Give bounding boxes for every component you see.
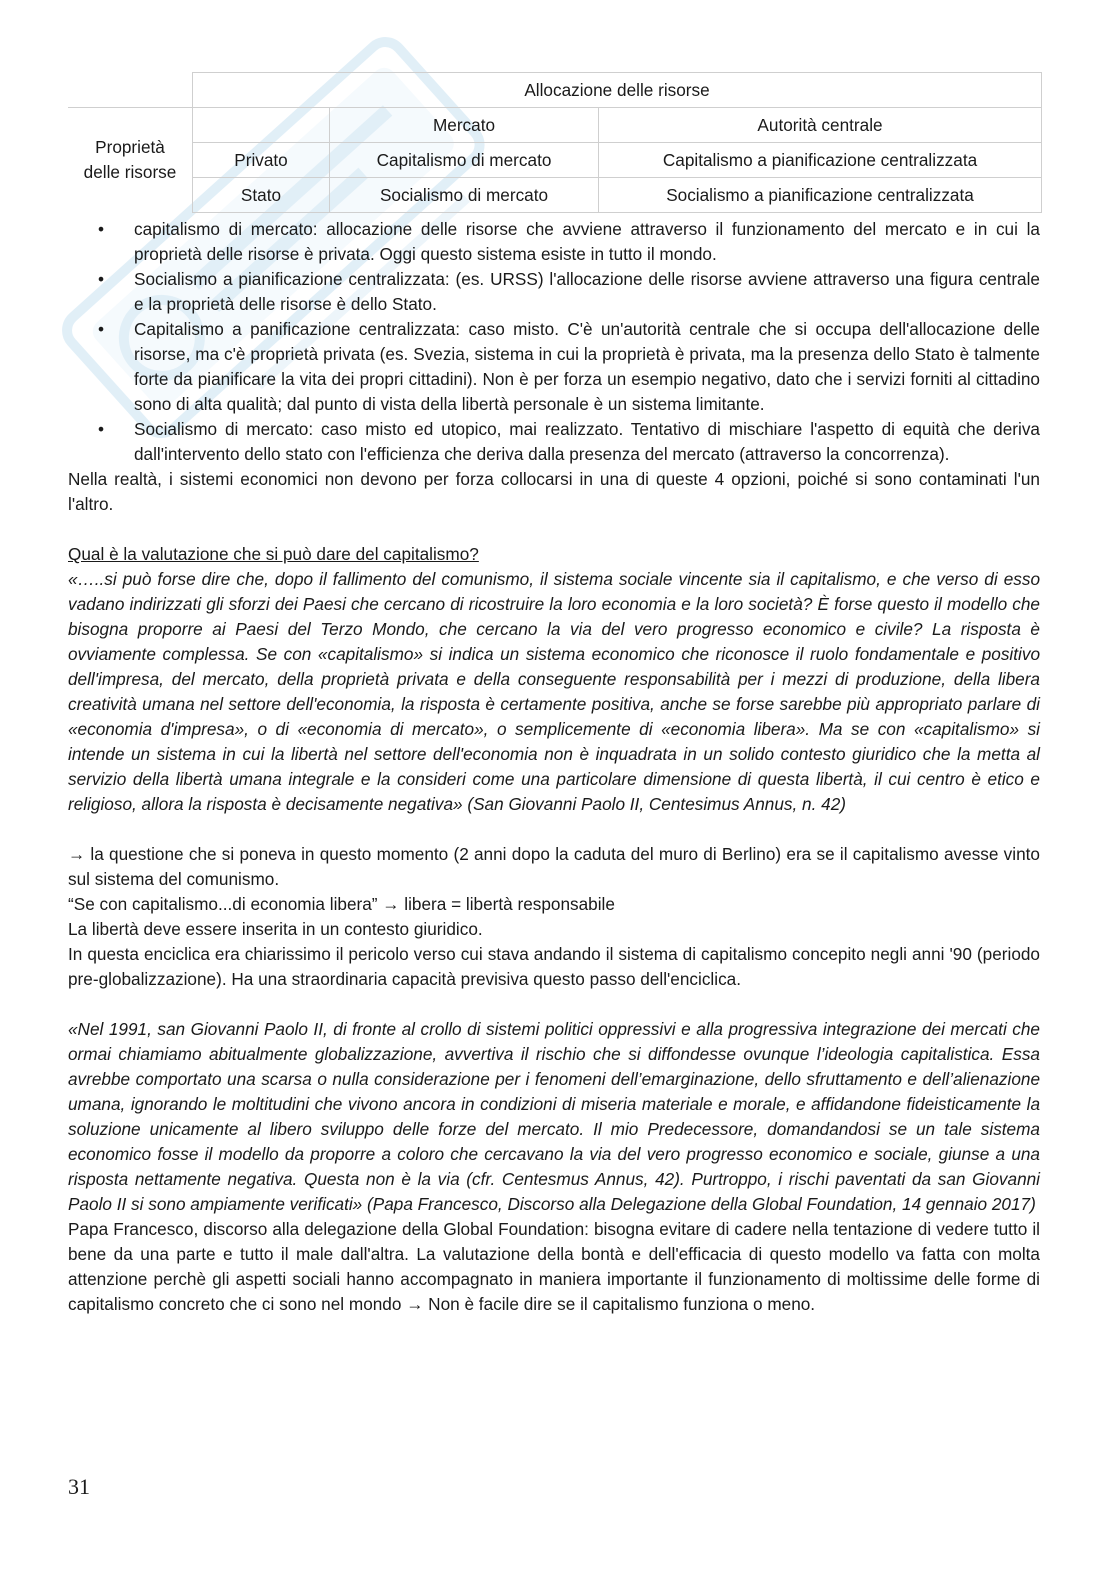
- table-cell: Capitalismo di mercato: [330, 143, 599, 178]
- table-row-header-ownership: Proprietà delle risorse: [68, 108, 193, 213]
- paragraph-final: Papa Francesco, discorso alla delegazione della Global Foundation: bisogna evitare di cadere nella tentazione di vedere tutto il bene da una parte e tutto il male dall'altra. La valutazione della bontà e dell'efficacia di questo modello va fatta con molta attenzione perchè gli aspetti sociali hanno accompagnato in maniera importante il funzionamento di moltissime delle forme di capitalismo concreto che ci sono nel mondo → Non è facile dire se il capitalismo funziona o meno.: [68, 1219, 1040, 1314]
- section-question: Qual è la valutazione che si può dare del capitalismo?: [68, 544, 479, 564]
- table-col-autorita: Autorità centrale: [599, 108, 1042, 143]
- quote-papa-francesco: «Nel 1991, san Giovanni Paolo II, di fronte al crollo di sistemi politici oppressivi e alla progressiva integrazione dei mercati che ormai chiamiamo abitualmente globalizzazione, avvertiva il rischio che si diffondesse ovunque l’ideologia capitalistica. Essa avrebbe comportato una scarsa o nulla considerazione per i fenomeni dell’emarginazione, dello sfruttamento e dell’alienazione umana, ignorando le moltitudini che vivono ancora in condizioni di miseria materiale e morale, e affidandone fideisticamente la soluzione unicamente al libero sviluppo delle forze del mercato. Il mio Predecessore, domandandosi se un tale sistema economico fosse il modello da proporre a coloro che cercavano la via del vero progresso economico e sociale, giunse a una risposta nettamente negativa. Questa non è la via (cfr. Centesmus Annus, 42). Purtroppo, i rischi paventati da san Giovanni Paolo II si sono ampiamente verificati» (Papa Francesco, Discorso alla Delegazione della Global Foundation, 14 gennaio 2017): [68, 1019, 1040, 1214]
- table-cell: Socialismo di mercato: [330, 178, 599, 213]
- comment-line: La libertà deve essere inserita in un contesto giuridico.: [68, 919, 483, 939]
- table-col-mercato: Mercato: [330, 108, 599, 143]
- list-item: • capitalismo di mercato: allocazione delle risorse che avviene attraverso il funzionamento del mercato e in cui la proprietà delle risorse è privata. Oggi questo sistema esiste in tutto il mondo.: [98, 219, 1040, 264]
- comment-line: In questa enciclica era chiarissimo il pericolo verso cui stava andando il sistema di capitalismo concepito negli anni '90 (periodo pre-globalizzazione). Ha una straordinaria capacità previsiva questo passo dell'enciclica.: [68, 944, 1040, 989]
- bullet-icon: •: [98, 219, 105, 239]
- comment-line: “Se con capitalismo...di economia libera” → libera = libertà responsabile: [68, 894, 615, 914]
- quote-centesimus-annus: «…..si può forse dire che, dopo il fallimento del comunismo, il sistema sociale vincente sia il capitalismo, e che verso di esso vadano indirizzati gli sforzi dei Paesi che cercano di ricostruire la loro economia e la loro società? È forse questo il modello che bisogna proporre ai Paesi del Terzo Mondo, che cercano la via del vero progresso economico e civile? La risposta è ovviamente complessa. Se con «capitalismo» si indica un sistema economico che riconosce il ruolo fondamentale e positivo dell'impresa, del mercato, della proprietà privata e della conseguente responsabilità per i mezzi di produzione, della libera creatività umana nel settore dell'economia, la risposta è certamente positiva, anche se forse sarebbe più appropriato parlare di «economia d'impresa», o di «economia di mercato», o semplicemente di «economia libera». Ma se con «capitalismo» si intende un sistema in cui la libertà nel settore dell'economia non è inquadrata in un solido contesto giuridico che la metta al servizio della libertà umana integrale e la consideri come una particolare dimensione di questa libertà, il cui centro è etico e religioso, allora la risposta è decisamente negativa» (San Giovanni Paolo II, Centesimus Annus, n. 42): [68, 569, 1040, 814]
- comment-line: → la questione che si poneva in questo momento (2 anni dopo la caduta del muro di Berlino) era se il capitalismo avesse vinto sul sistema del comunismo.: [68, 844, 1040, 889]
- list-item: • Capitalismo a panificazione centralizzata: caso misto. C'è un'autorità centrale che si occupa dell'allocazione delle risorse, ma c'è proprietà privata (es. Svezia, sistema in cui la proprietà è privata, ma la presenza dello Stato è talmente forte da pianificare la vita dei propri cittadini). Non è per forza un esempio negativo, dato che i servizi forniti al cittadino sono di alta qualità; dal punto di vista della libertà personale è un sistema limitante.: [98, 319, 1040, 414]
- systems-list: [68, 217, 1040, 467]
- page-number: 31: [68, 1474, 90, 1499]
- table-cell-label: Privato: [193, 143, 330, 178]
- bullet-icon: •: [98, 269, 105, 289]
- paragraph-realta: Nella realtà, i sistemi economici non devono per forza collocarsi in una di queste 4 opzioni, poiché si sono contaminati l'un l'altro.: [68, 469, 1040, 514]
- bullet-icon: •: [98, 419, 105, 439]
- bullet-icon: •: [98, 319, 105, 339]
- table-cell: Capitalismo a pianificazione centralizzata: [599, 143, 1042, 178]
- table-cell: Socialismo a pianificazione centralizzata: [599, 178, 1042, 213]
- page-content: [68, 72, 1040, 1317]
- table-row: [68, 143, 1042, 178]
- table-header-allocation: Allocazione delle risorse: [193, 73, 1042, 108]
- list-item: • Socialismo di mercato: caso misto ed utopico, mai realizzato. Tentativo di mischiare l'aspetto di equità che deriva dall'intervento dello stato con l'efficienza che deriva dalla presenza del mercato (attraverso la concorrenza).: [98, 419, 1040, 464]
- allocation-table: [68, 72, 1042, 213]
- table-row: [68, 178, 1042, 213]
- list-item: • Socialismo a pianificazione centralizzata: (es. URSS) l'allocazione delle risorse avviene attraverso una figura centrale e la proprietà delle risorse è dello Stato.: [98, 269, 1040, 314]
- table-cell-label: Stato: [193, 178, 330, 213]
